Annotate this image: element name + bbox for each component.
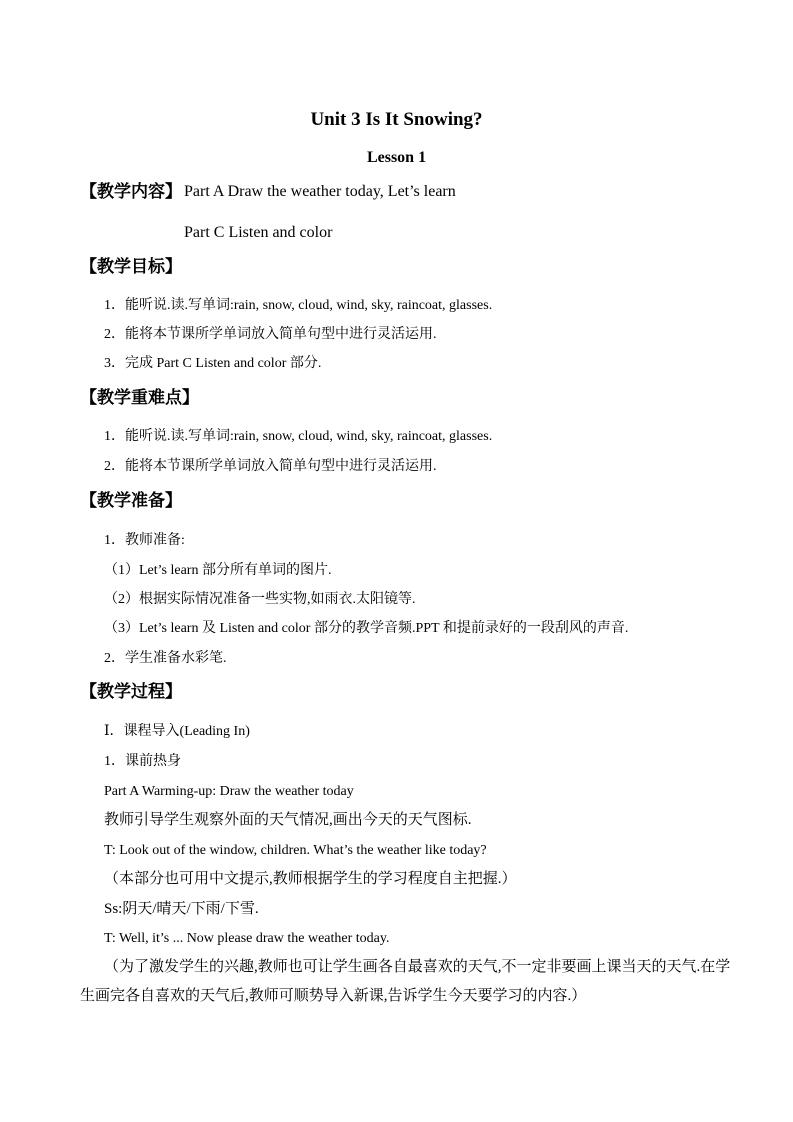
key-points-heading: 【教学重难点】	[80, 388, 199, 407]
note-line: （本部分也可用中文提示,教师根据学生的学习程度自主把握.）	[104, 871, 517, 887]
teacher-dialogue: T: Well, it’s ... Now please draw the weather today.	[104, 931, 390, 946]
teacher-dialogue: T: Look out of the window, children. What’s the weather like today?	[104, 843, 487, 858]
preparation-sub-item: （2）根据实际情况准备一些实物,如雨衣.太阳镜等.	[104, 592, 416, 607]
teacher-preparation: 1．教师准备:	[104, 533, 185, 548]
process-heading: 【教学过程】	[80, 682, 182, 701]
preparation-heading: 【教学准备】	[80, 491, 182, 510]
content-line-2: Part C Listen and color	[184, 224, 333, 241]
key-point-item: 2．能将本节课所学单词放入简单句型中进行灵活运用.	[104, 459, 437, 474]
student-preparation: 2．学生准备水彩笔.	[104, 651, 227, 666]
note-paragraph: （为了激发学生的兴趣,教师也可让学生画各自最喜欢的天气,不一定非要画上课当天的天气.在学生画完各自喜欢的天气后,教师可顺势导入新课,告诉学生今天要学习的内容.）	[80, 959, 731, 1004]
goal-item: 3．完成 Part C Listen and color 部分.	[104, 356, 322, 371]
lesson-subtitle: Lesson 1	[366, 149, 427, 166]
warmup-line: Part A Warming-up: Draw the weather today	[104, 784, 354, 799]
key-point-item: 1．能听说.读.写单词:rain, snow, cloud, wind, sky, raincoat, glasses.	[104, 429, 493, 444]
guide-line: 教师引导学生观察外面的天气情况,画出今天的天气图标.	[104, 812, 472, 828]
preparation-sub-item: （1）Let’s learn 部分所有单词的图片.	[104, 563, 332, 578]
content-line-1: Part A Draw the weather today, Let’s learn	[184, 183, 456, 200]
document-title: Unit 3 Is It Snowing?	[310, 109, 483, 130]
step-title: 1．课前热身	[104, 754, 181, 769]
preparation-sub-item: （3）Let’s learn 及 Listen and color 部分的教学音频.PPT 和提前录好的一段刮风的声音.	[104, 621, 629, 636]
goals-heading: 【教学目标】	[80, 257, 182, 276]
content-heading: 【教学内容】	[80, 182, 182, 201]
goal-item: 1．能听说.读.写单词:rain, snow, cloud, wind, sky, raincoat, glasses.	[104, 298, 493, 313]
students-dialogue: Ss:阴天/晴天/下雨/下雪.	[104, 901, 259, 917]
goal-item: 2．能将本节课所学单词放入简单句型中进行灵活运用.	[104, 327, 437, 342]
section-title: Ⅰ．课程导入(Leading In)	[104, 724, 250, 739]
